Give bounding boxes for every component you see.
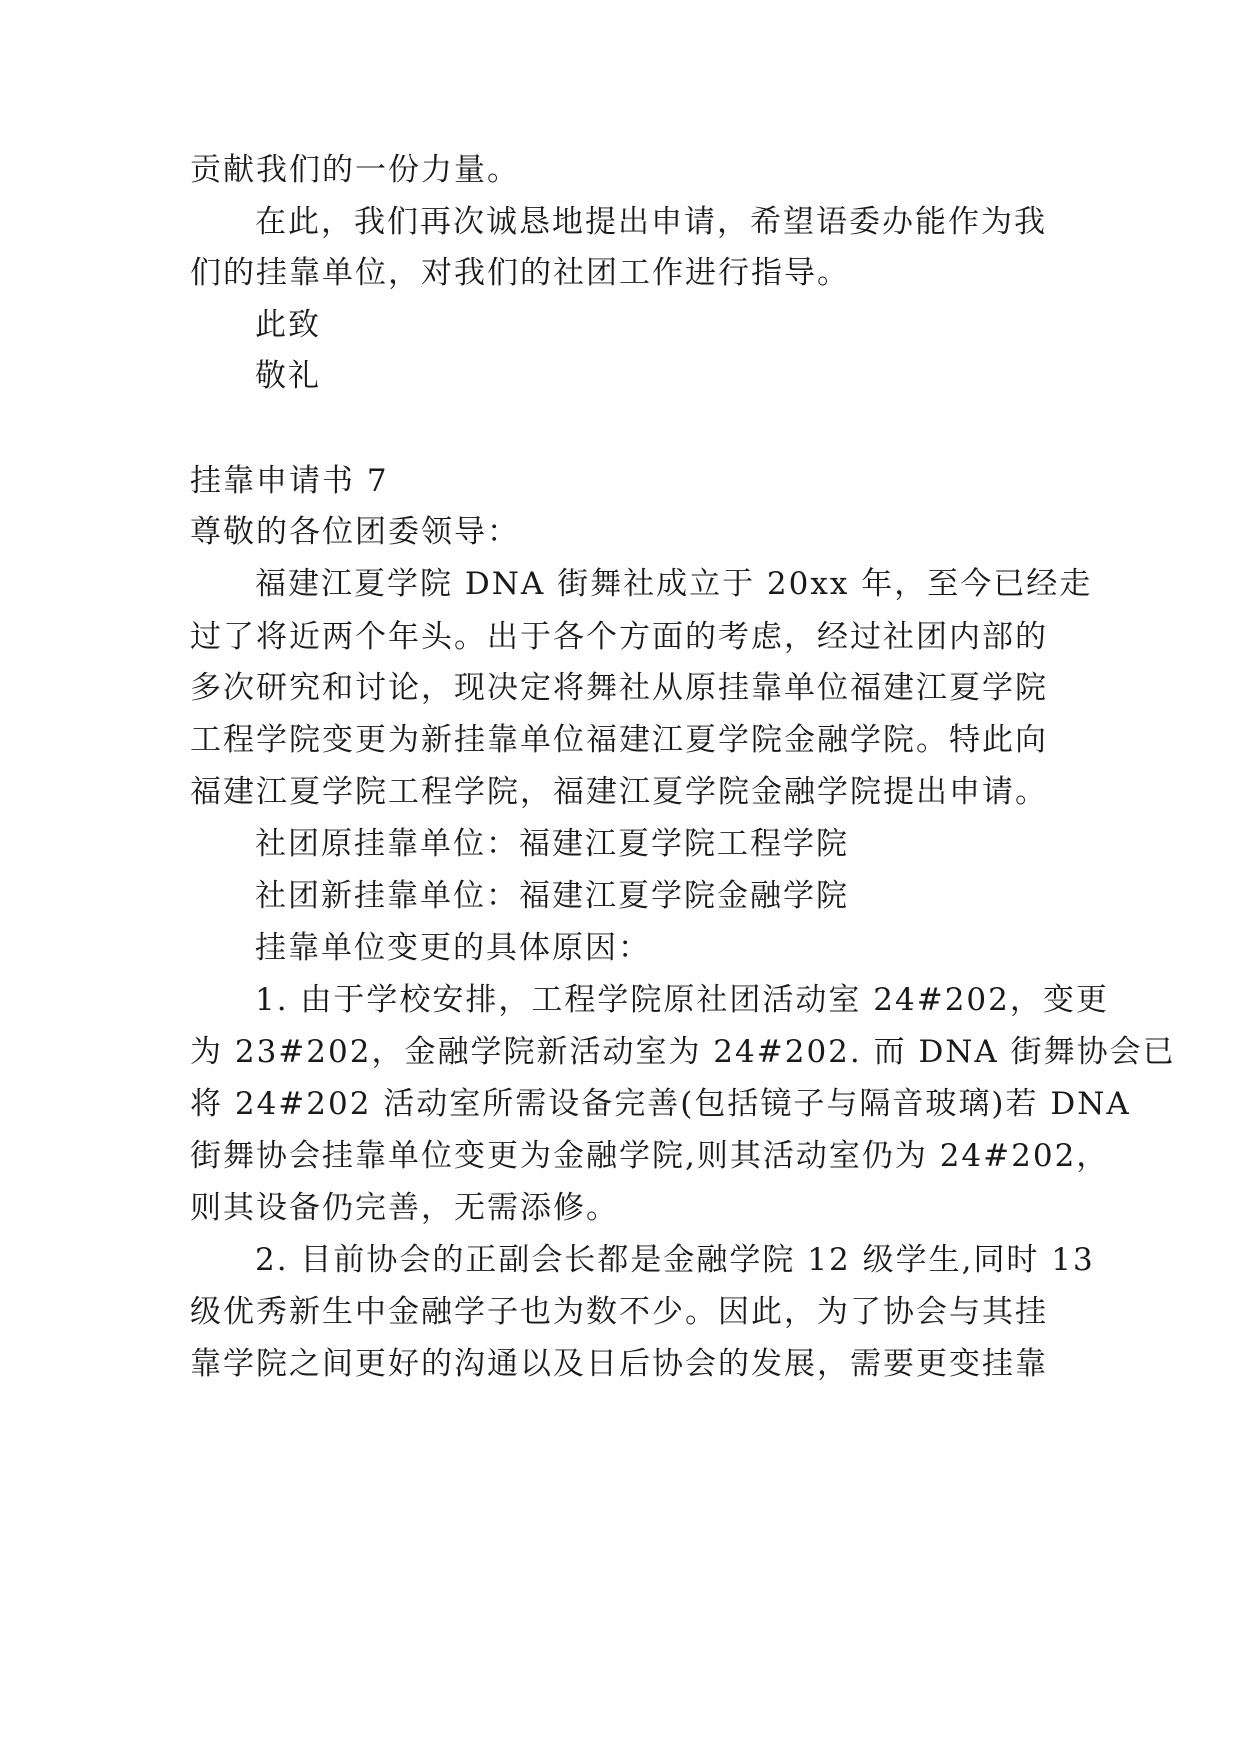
reason-2-line: 靠学院之间更好的沟通以及日后协会的发展，需要更变挂靠 [190,1346,1048,1382]
paragraph-line: 福建江夏学院 DNA 街舞社成立于 20xx 年，至今已经走 [255,566,1093,602]
reason-1-line: 将 24#202 活动室所需设备完善(包括镜子与隔音玻璃)若 DNA [190,1086,1131,1122]
paragraph-line: 在此，我们再次诚恳地提出申请，希望语委办能作为我 [255,204,1047,240]
reason-1-line: 街舞协会挂靠单位变更为金融学院,则其活动室仍为 24#202， [190,1138,1110,1174]
reasons-heading: 挂靠单位变更的具体原因： [255,930,651,966]
closing-regards: 敬礼 [255,358,321,394]
reason-1-line: 1. 由于学校安排，工程学院原社团活动室 24#202，变更 [255,982,1109,1018]
reason-1-line: 则其设备仍完善，无需添修。 [190,1190,619,1226]
paragraph-line: 工程学院变更为新挂靠单位福建江夏学院金融学院。特此向 [190,722,1048,758]
paragraph-line: 多次研究和讨论，现决定将舞社从原挂靠单位福建江夏学院 [190,670,1048,706]
original-unit-line: 社团原挂靠单位：福建江夏学院工程学院 [255,826,849,862]
closing-salutation: 此致 [255,307,321,343]
section-heading: 挂靠申请书 7 [190,463,389,499]
reason-2-line: 级优秀新生中金融学子也为数不少。因此，为了协会与其挂 [190,1294,1048,1330]
paragraph-line: 过了将近两个年头。出于各个方面的考虑，经过社团内部的 [190,619,1048,655]
paragraph-line: 们的挂靠单位，对我们的社团工作进行指导。 [190,255,850,291]
new-unit-line: 社团新挂靠单位：福建江夏学院金融学院 [255,878,849,914]
paragraph-line: 福建江夏学院工程学院，福建江夏学院金融学院提出申请。 [190,774,1048,810]
reason-2-line: 2. 目前协会的正副会长都是金融学院 12 级学生,同时 13 [255,1242,1095,1278]
paragraph-line: 贡献我们的一份力量。 [190,152,520,188]
reason-1-line: 为 23#202，金融学院新活动室为 24#202. 而 DNA 街舞协会已 [190,1034,1176,1070]
greeting-line: 尊敬的各位团委领导： [190,514,520,550]
